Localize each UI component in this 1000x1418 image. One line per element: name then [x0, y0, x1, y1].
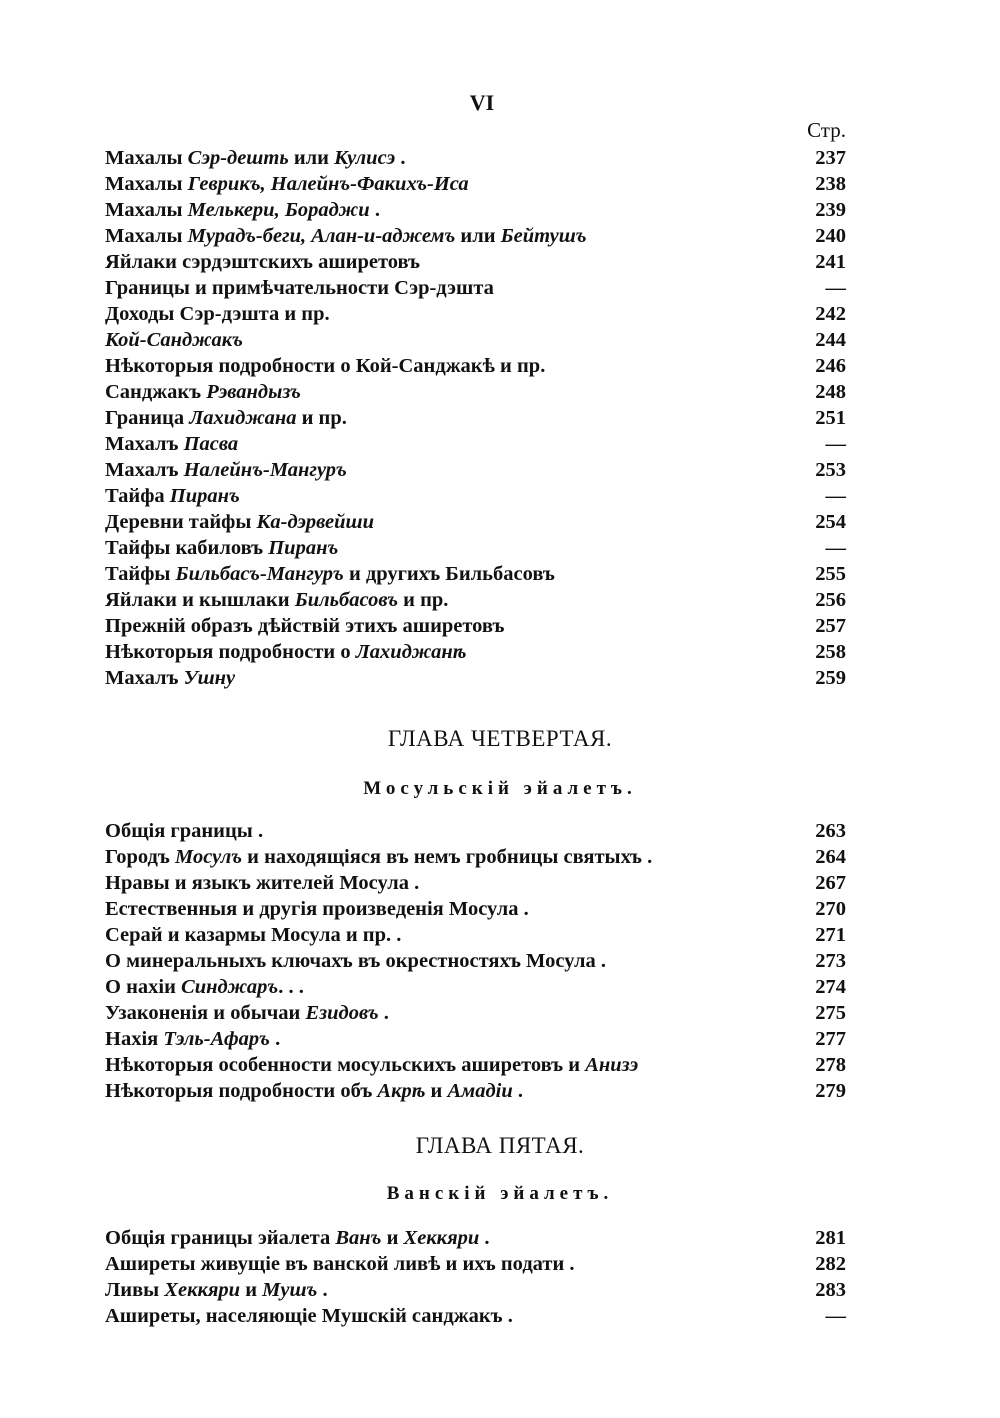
toc-entry-page: 239 [815, 199, 846, 221]
toc-entry-title-text: Серай и казармы Мосула и пр. . [105, 924, 402, 946]
toc-entry-page: 283 [815, 1279, 846, 1301]
toc-entry [105, 379, 846, 405]
toc-entry-title [105, 171, 469, 197]
toc-entry-title [105, 353, 545, 379]
toc-entry-title-text: . [512, 1080, 523, 1102]
toc-entry-page: — [825, 1305, 846, 1327]
toc-entry-title-text: . [317, 1279, 328, 1301]
toc-entry-title-text: Общія границы . [105, 820, 264, 842]
toc-entry-title [105, 431, 238, 457]
toc-entry-page: 256 [815, 589, 846, 611]
toc-entry-title-text: Тайфы кабиловъ [105, 537, 269, 559]
toc-entry-title-text: Махалъ [105, 459, 184, 481]
toc-entry-title [105, 1026, 280, 1052]
toc-entry-page: — [825, 277, 846, 299]
toc-entry-title-italic: Хеккяри [164, 1279, 241, 1301]
toc-entry [105, 948, 846, 974]
toc-entry-page: 264 [815, 846, 846, 868]
toc-entry-title-text: О минеральныхъ ключахъ въ окрестностяхъ Мосула . [105, 950, 606, 972]
toc-entry-title-italic: Бильбасъ-Мангуръ [175, 563, 344, 585]
toc-entry-title [105, 509, 374, 535]
chapter-4-heading: ГЛАВА ЧЕТВЕРТАЯ. [387, 726, 613, 751]
toc-entry-page: 258 [815, 641, 846, 663]
toc-entry-title-italic: Лахиджана [189, 407, 297, 429]
toc-section-1 [105, 145, 846, 691]
toc-entry-title [105, 249, 420, 275]
toc-entry-title-italic: Акрѣ [377, 1080, 426, 1102]
toc-entry-page: 279 [815, 1080, 846, 1102]
toc-entry-title-text: Нѣкоторыя подробности о Кой-Санджакѣ и пр. [105, 355, 546, 377]
toc-entry-title-italic: Ка-дэрвейши [256, 511, 374, 533]
toc-entry-title-italic: Пиранъ [268, 537, 339, 559]
toc-entry-title [105, 275, 494, 301]
toc-entry-title-text: Доходы Сэр-дэшта и пр. [105, 303, 330, 325]
toc-entry-title [105, 922, 401, 948]
toc-entry-page: 246 [815, 355, 846, 377]
toc-entry [105, 1277, 846, 1303]
toc-entry [105, 145, 846, 171]
toc-entry-title [105, 587, 448, 613]
toc-entry-title-text: Городъ [105, 846, 175, 868]
toc-entry [105, 1078, 846, 1104]
toc-entry-title [105, 405, 347, 431]
toc-entry [105, 301, 846, 327]
toc-entry-title-text: Аширеты живущіе въ ванской ливѣ и ихъ подати . [105, 1253, 575, 1275]
toc-entry-title-italic: Мушъ [262, 1279, 318, 1301]
toc-entry-page: 263 [815, 820, 846, 842]
toc-entry-title-text: Нѣкоторыя подробности объ [105, 1080, 378, 1102]
toc-entry-page: 251 [815, 407, 846, 429]
toc-entry-title-italic: Мосулъ [175, 846, 243, 868]
toc-entry-title-italic: Кулисэ [334, 147, 396, 169]
toc-entry-title-italic: Мурадъ-беги, Алан-и-аджемъ [187, 225, 456, 247]
toc-entry-title-text: . [378, 1002, 389, 1024]
toc-entry-title-text: Нравы и языкъ жителей Мосула . [105, 872, 420, 894]
toc-entry-title-text: Тайфа [105, 485, 170, 507]
toc-entry-title-text: или [455, 225, 501, 247]
toc-entry-title-text: Аширеты, населяющіе Мушскій санджакъ . [105, 1305, 513, 1327]
toc-entry [105, 509, 846, 535]
toc-entry-title [105, 613, 504, 639]
toc-entry-title-text: . [369, 199, 380, 221]
toc-entry-title-italic: Сэр-дешть [187, 147, 289, 169]
toc-entry-title [105, 1277, 328, 1303]
toc-entry [105, 483, 846, 509]
toc-entry [105, 249, 846, 275]
toc-entry-page: 259 [815, 667, 846, 689]
toc-entry-page: 277 [815, 1028, 846, 1050]
toc-entry [105, 870, 846, 896]
toc-entry-page: 274 [815, 976, 846, 998]
toc-entry-title-text: Махалы [105, 225, 188, 247]
toc-entry [105, 896, 846, 922]
toc-entry-title-text: Прежній образъ дѣйствій этихъ аширетовъ [105, 615, 505, 637]
toc-entry-title-italic: Пасва [183, 433, 239, 455]
toc-entry-title-text: Нѣкоторыя особенности мосульскихъ аширетовъ и [105, 1054, 586, 1076]
toc-entry-title [105, 145, 405, 171]
toc-entry [105, 1026, 846, 1052]
toc-entry-title-text: и пр. [296, 407, 347, 429]
toc-entry-title [105, 974, 304, 1000]
toc-entry [105, 327, 846, 353]
toc-entry-title [105, 1251, 575, 1277]
toc-entry-page: 254 [815, 511, 846, 533]
toc-entry-title-text: Махалъ [105, 433, 184, 455]
toc-entry-title-italic: Кой-Санджакъ [105, 329, 243, 351]
toc-entry-title [105, 483, 240, 509]
toc-entry-page: 275 [815, 1002, 846, 1024]
toc-entry-title-text: и [425, 1080, 448, 1102]
toc-entry-title [105, 1000, 389, 1026]
toc-entry-title-italic: Пиранъ [169, 485, 240, 507]
toc-entry-title-italic: Синджаръ [181, 976, 279, 998]
toc-entry-title-text: Махалъ [105, 667, 184, 689]
toc-entry-title-italic: Лахиджанѣ [355, 641, 467, 663]
toc-entry-title-italic: Бейтушъ [500, 225, 587, 247]
toc-entry-page: 273 [815, 950, 846, 972]
toc-entry-title-text: Яйлаки сэрдэштскихъ аширетовъ [105, 251, 421, 273]
toc-chapter-4 [105, 818, 846, 1104]
toc-entry [105, 1251, 846, 1277]
toc-entry-title-text: . [395, 147, 406, 169]
toc-entry [105, 275, 846, 301]
chapter-5-subheading: Ванскій эйалетъ. [386, 1183, 614, 1204]
toc-entry-title-text: . [479, 1227, 490, 1249]
toc-entry [105, 561, 846, 587]
toc-entry-page: 270 [815, 898, 846, 920]
toc-entry-title-text: . . . [278, 976, 304, 998]
toc-entry-title-italic: Амадіи [447, 1080, 513, 1102]
toc-entry [105, 1303, 846, 1329]
toc-entry-title [105, 818, 263, 844]
toc-entry-page: 278 [815, 1054, 846, 1076]
toc-entry-title-text: О нахіи [105, 976, 182, 998]
toc-entry-title-text: Общія границы эйалета [105, 1227, 336, 1249]
toc-entry-title-text: Границы и примѣчательности Сэр-дэшта [105, 277, 494, 299]
toc-entry-title [105, 561, 555, 587]
toc-entry [105, 922, 846, 948]
toc-entry-page: 253 [815, 459, 846, 481]
toc-entry [105, 613, 846, 639]
toc-entry-title-italic: Ванъ [335, 1227, 382, 1249]
toc-entry-page: 257 [815, 615, 846, 637]
toc-entry-title-text: Нахія [105, 1028, 164, 1050]
toc-entry-title [105, 223, 587, 249]
toc-entry-title-text: или [288, 147, 335, 169]
toc-entry-title-italic: Хеккяри [403, 1227, 480, 1249]
toc-entry-title-italic: Налейнъ-Мангуръ [183, 459, 347, 481]
toc-entry [105, 587, 846, 613]
toc-entry-page: — [825, 485, 846, 507]
toc-entry-title-text: Махалы [105, 147, 188, 169]
toc-entry [105, 1000, 846, 1026]
toc-entry-title [105, 197, 380, 223]
toc-entry [105, 1052, 846, 1078]
toc-entry-title-italic: Анизэ [585, 1054, 639, 1076]
toc-entry-title-italic: Бильбасовъ [294, 589, 399, 611]
toc-entry-title [105, 535, 338, 561]
toc-entry-page: 241 [815, 251, 846, 273]
toc-entry-title-text: Махалы [105, 173, 188, 195]
toc-entry [105, 535, 846, 561]
toc-entry-page: 255 [815, 563, 846, 585]
toc-entry-title [105, 870, 419, 896]
toc-entry [105, 405, 846, 431]
toc-entry-title-text: . [269, 1028, 281, 1050]
toc-entry-page: 240 [815, 225, 846, 247]
toc-entry-title-text: Ливы [105, 1279, 165, 1301]
toc-entry-page: 281 [815, 1227, 846, 1249]
toc-entry-title-text: Яйлаки и кышлаки [105, 589, 295, 611]
toc-entry-title [105, 1303, 513, 1329]
toc-entry-title-italic: Тэль-Афаръ [163, 1028, 270, 1050]
toc-entry [105, 353, 846, 379]
toc-entry-title [105, 948, 606, 974]
toc-entry-title [105, 379, 301, 405]
toc-entry-page: 238 [815, 173, 846, 195]
toc-entry-title [105, 327, 243, 353]
toc-entry [105, 197, 846, 223]
toc-entry-page: 242 [815, 303, 846, 325]
toc-entry [105, 1225, 846, 1251]
toc-entry-title-text: Нѣкоторыя подробности о [105, 641, 356, 663]
toc-entry-title-italic: Рэвандызъ [206, 381, 301, 403]
toc-entry-title-italic: Мелькери, Бораджи [187, 199, 370, 221]
toc-entry-title-text: Махалы [105, 199, 188, 221]
toc-entry [105, 457, 846, 483]
page-number: VI [469, 90, 495, 115]
toc-entry-title [105, 639, 466, 665]
toc-entry [105, 171, 846, 197]
toc-entry-page: — [825, 537, 846, 559]
toc-entry-page: 248 [815, 381, 846, 403]
toc-entry [105, 818, 846, 844]
toc-entry-title [105, 896, 529, 922]
toc-entry-title [105, 457, 347, 483]
toc-entry-title-text: и находящіяся въ немъ гробницы святыхъ . [242, 846, 653, 868]
toc-entry-title-text: Деревни тайфы [105, 511, 257, 533]
toc-entry [105, 431, 846, 457]
toc-entry-title [105, 301, 330, 327]
toc-entry-title-italic: Ушну [183, 667, 236, 689]
toc-entry-title-text: Граница [105, 407, 190, 429]
toc-entry-title [105, 844, 652, 870]
chapter-4-subheading: Мосульскій эйалетъ. [363, 778, 637, 799]
toc-entry-title-text: и другихъ Бильбасовъ [343, 563, 555, 585]
toc-entry-title [105, 1078, 523, 1104]
toc-entry-title-text: и [240, 1279, 263, 1301]
toc-entry-title [105, 1225, 490, 1251]
toc-entry-title-text: Санджакъ [105, 381, 207, 403]
toc-entry-title [105, 665, 235, 691]
toc-entry-page: 282 [815, 1253, 846, 1275]
toc-entry-title-text: и пр. [398, 589, 449, 611]
toc-chapter-5 [105, 1225, 846, 1329]
toc-entry [105, 844, 846, 870]
toc-entry [105, 223, 846, 249]
toc-entry-title-text: и [381, 1227, 404, 1249]
toc-entry-title [105, 1052, 638, 1078]
toc-entry-title-italic: Езидовъ [305, 1002, 379, 1024]
page-column-header: Стр. [807, 118, 846, 142]
toc-entry-page: — [825, 433, 846, 455]
toc-entry-page: 244 [815, 329, 846, 351]
toc-entry-page: 271 [815, 924, 846, 946]
toc-entry-title-text: Тайфы [105, 563, 176, 585]
toc-entry-title-text: Узаконенія и обычаи [105, 1002, 306, 1024]
toc-entry-title-text: Естественныя и другія произведенія Мосула . [105, 898, 529, 920]
toc-entry [105, 665, 846, 691]
toc-entry [105, 639, 846, 665]
toc-entry-title-italic: Геврикъ, Налейнъ-Факихъ-Иса [187, 173, 469, 195]
toc-entry-page: 237 [815, 147, 846, 169]
toc-entry-page: 267 [815, 872, 846, 894]
chapter-5-heading: ГЛАВА ПЯТАЯ. [415, 1133, 585, 1158]
toc-entry [105, 974, 846, 1000]
